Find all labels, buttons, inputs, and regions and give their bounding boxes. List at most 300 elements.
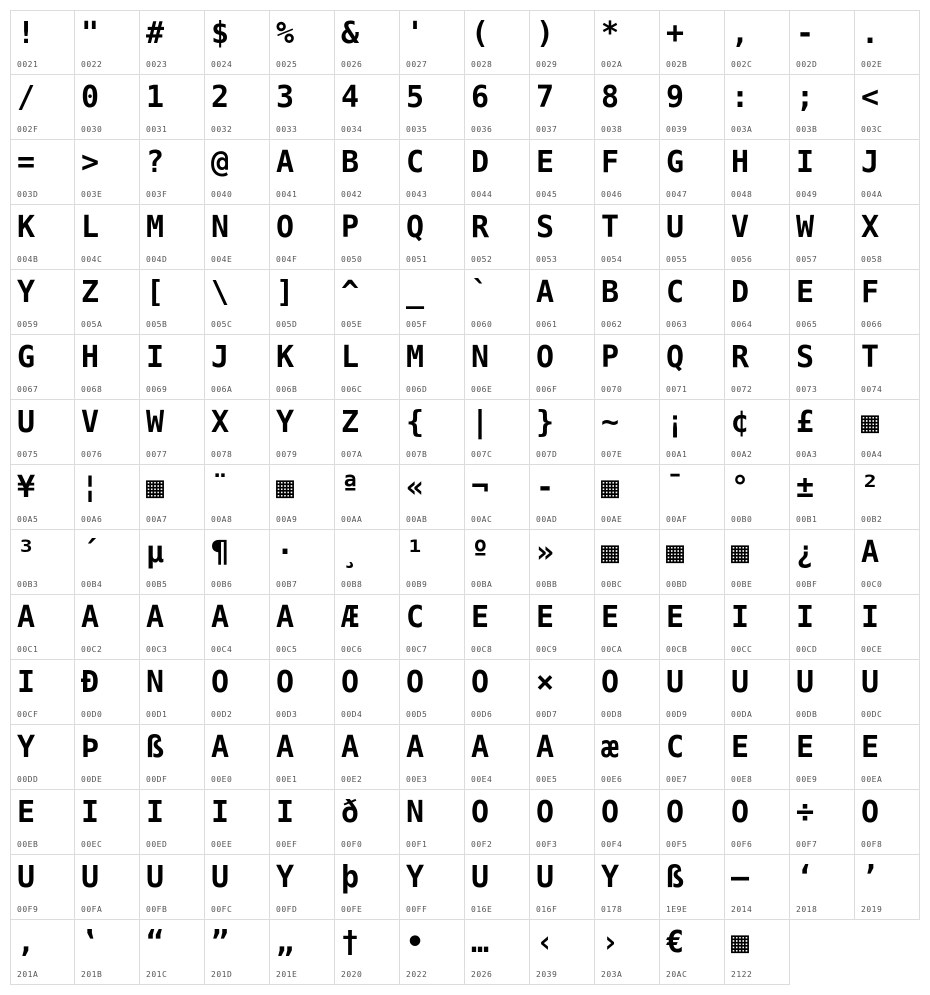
glyph-sample: U <box>211 860 230 895</box>
glyph-cell <box>335 595 400 660</box>
glyph-sample: S <box>536 210 555 245</box>
glyph-code-label: 0057 <box>796 255 818 264</box>
glyph-sample: ª <box>341 470 360 505</box>
glyph-code-label: 006D <box>406 385 428 394</box>
glyph-cell <box>595 530 660 595</box>
glyph-cell <box>10 595 75 660</box>
glyph-sample: ´ <box>81 535 100 570</box>
glyph-code-label: 201A <box>17 970 39 979</box>
glyph-sample: Y <box>276 860 295 895</box>
glyph-cell <box>660 140 725 205</box>
glyph-cell <box>400 855 465 920</box>
glyph-code-label: 0036 <box>471 125 493 134</box>
glyph-sample: 0 <box>81 80 100 115</box>
glyph-code-label: 0055 <box>666 255 688 264</box>
glyph-sample: E <box>536 600 555 635</box>
glyph-code-label: 00C6 <box>341 645 363 654</box>
glyph-code-label: 00E8 <box>731 775 753 784</box>
glyph-code-label: 005E <box>341 320 363 329</box>
glyph-cell <box>660 855 725 920</box>
glyph-code-label: 00A8 <box>211 515 233 524</box>
glyph-cell <box>10 140 75 205</box>
glyph-cell <box>725 920 790 985</box>
glyph-code-label: 00AB <box>406 515 428 524</box>
glyph-code-label: 00F1 <box>406 840 428 849</box>
glyph-code-label: 0050 <box>341 255 363 264</box>
glyph-code-label: 0073 <box>796 385 818 394</box>
glyph-code-label: 0030 <box>81 125 103 134</box>
glyph-cell <box>205 725 270 790</box>
glyph-cell <box>465 205 530 270</box>
glyph-cell <box>660 530 725 595</box>
glyph-code-label: 00BF <box>796 580 818 589</box>
glyph-sample: W <box>796 210 815 245</box>
glyph-cell <box>140 465 205 530</box>
glyph-cell <box>725 205 790 270</box>
glyph-sample: A <box>276 145 295 180</box>
glyph-cell <box>855 855 920 920</box>
glyph-cell <box>140 790 205 855</box>
glyph-code-label: 00DC <box>861 710 883 719</box>
glyph-sample: D <box>471 145 490 180</box>
glyph-code-label: 00EB <box>17 840 39 849</box>
glyph-cell <box>270 400 335 465</box>
glyph-cell <box>335 530 400 595</box>
glyph-cell <box>530 10 595 75</box>
glyph-code-label: 0028 <box>471 60 493 69</box>
glyph-code-label: 0077 <box>146 450 168 459</box>
glyph-cell <box>465 465 530 530</box>
glyph-cell <box>270 270 335 335</box>
glyph-code-label: 00A9 <box>276 515 298 524</box>
glyph-code-label: 0066 <box>861 320 883 329</box>
glyph-cell <box>205 400 270 465</box>
glyph-grid <box>10 10 920 985</box>
glyph-code-label: 0061 <box>536 320 558 329</box>
glyph-cell <box>75 465 140 530</box>
glyph-cell <box>75 660 140 725</box>
glyph-cell <box>595 400 660 465</box>
glyph-sample: 3 <box>276 80 295 115</box>
glyph-sample: O <box>536 795 555 830</box>
glyph-sample: 2 <box>211 80 230 115</box>
glyph-code-label: 007D <box>536 450 558 459</box>
glyph-cell <box>205 790 270 855</box>
glyph-cell <box>335 725 400 790</box>
glyph-code-label: 0048 <box>731 190 753 199</box>
glyph-sample: € <box>666 925 685 960</box>
glyph-sample: ( <box>471 16 490 51</box>
glyph-code-label: 00BA <box>471 580 493 589</box>
glyph-cell <box>855 725 920 790</box>
glyph-sample: K <box>17 210 36 245</box>
glyph-sample: P <box>601 340 620 375</box>
glyph-code-label: 0074 <box>861 385 883 394</box>
glyph-code-label: 007B <box>406 450 428 459</box>
glyph-cell <box>335 400 400 465</box>
glyph-code-label: 0063 <box>666 320 688 329</box>
glyph-code-label: 0178 <box>601 905 623 914</box>
glyph-sample: Z <box>341 405 360 440</box>
glyph-code-label: 00D8 <box>601 710 623 719</box>
glyph-sample: O <box>406 665 425 700</box>
glyph-sample: ” <box>211 925 230 960</box>
glyph-sample: U <box>17 405 36 440</box>
glyph-cell <box>725 140 790 205</box>
glyph-sample: C <box>666 730 685 765</box>
glyph-sample: 6 <box>471 80 490 115</box>
glyph-cell <box>790 400 855 465</box>
glyph-sample: , <box>731 16 750 51</box>
glyph-code-label: 00C3 <box>146 645 168 654</box>
glyph-sample: 9 <box>666 80 685 115</box>
glyph-code-label: 006F <box>536 385 558 394</box>
glyph-cell <box>270 855 335 920</box>
glyph-cell <box>595 75 660 140</box>
glyph-code-label: 00E4 <box>471 775 493 784</box>
glyph-cell <box>660 75 725 140</box>
glyph-code-label: 0065 <box>796 320 818 329</box>
glyph-sample: O <box>471 795 490 830</box>
glyph-sample: « <box>406 470 425 505</box>
glyph-code-label: 00AC <box>471 515 493 524</box>
glyph-sample: O <box>276 210 295 245</box>
glyph-cell <box>75 530 140 595</box>
glyph-cell <box>725 790 790 855</box>
glyph-cell <box>75 725 140 790</box>
glyph-code-label: 00D2 <box>211 710 233 719</box>
glyph-code-label: 00B5 <box>146 580 168 589</box>
glyph-cell <box>530 140 595 205</box>
glyph-code-label: 00CE <box>861 645 883 654</box>
glyph-cell <box>660 270 725 335</box>
glyph-sample: æ <box>601 730 620 765</box>
glyph-sample: … <box>471 925 490 960</box>
glyph-cell <box>140 725 205 790</box>
glyph-code-label: 006A <box>211 385 233 394</box>
glyph-code-label: 003C <box>861 125 883 134</box>
glyph-cell <box>725 465 790 530</box>
glyph-sample: ‚ <box>17 925 36 960</box>
glyph-sample: U <box>17 860 36 895</box>
glyph-cell <box>335 790 400 855</box>
glyph-cell <box>790 790 855 855</box>
glyph-cell <box>530 205 595 270</box>
glyph-cell <box>725 335 790 400</box>
glyph-cell <box>790 205 855 270</box>
glyph-code-label: 007A <box>341 450 363 459</box>
glyph-cell <box>855 465 920 530</box>
glyph-code-label: 00DE <box>81 775 103 784</box>
glyph-sample: O <box>276 665 295 700</box>
glyph-sample: H <box>81 340 100 375</box>
glyph-cell <box>10 335 75 400</box>
glyph-code-label: 00E6 <box>601 775 623 784</box>
glyph-code-label: 0047 <box>666 190 688 199</box>
glyph-sample: N <box>146 665 165 700</box>
glyph-sample: A <box>406 730 425 765</box>
glyph-code-label: 00DA <box>731 710 753 719</box>
glyph-code-label: 002E <box>861 60 883 69</box>
glyph-code-label: 0022 <box>81 60 103 69</box>
glyph-cell <box>530 920 595 985</box>
glyph-code-label: 2039 <box>536 970 558 979</box>
glyph-sample: Z <box>81 275 100 310</box>
glyph-code-label: 0026 <box>341 60 363 69</box>
glyph-cell <box>530 530 595 595</box>
glyph-code-label: 00A1 <box>666 450 688 459</box>
glyph-sample: L <box>341 340 360 375</box>
glyph-code-label: 00CA <box>601 645 623 654</box>
glyph-code-label: 00FA <box>81 905 103 914</box>
glyph-sample: A <box>341 730 360 765</box>
glyph-sample: W <box>146 405 165 440</box>
glyph-code-label: 00F5 <box>666 840 688 849</box>
glyph-cell <box>270 660 335 725</box>
glyph-code-label: 00D6 <box>471 710 493 719</box>
glyph-sample: } <box>536 405 555 440</box>
glyph-cell <box>855 790 920 855</box>
glyph-cell <box>465 790 530 855</box>
glyph-sample: • <box>406 925 425 960</box>
glyph-sample: O <box>211 665 230 700</box>
glyph-cell <box>205 855 270 920</box>
glyph-cell <box>335 205 400 270</box>
glyph-cell <box>75 855 140 920</box>
glyph-code-label: 00AF <box>666 515 688 524</box>
glyph-cell <box>400 140 465 205</box>
glyph-code-label: 00CC <box>731 645 753 654</box>
glyph-cell <box>10 790 75 855</box>
glyph-code-label: 016E <box>471 905 493 914</box>
glyph-sample: E <box>17 795 36 830</box>
glyph-code-label: 0064 <box>731 320 753 329</box>
glyph-code-label: 006C <box>341 385 363 394</box>
glyph-cell <box>140 530 205 595</box>
glyph-sample: U <box>666 665 685 700</box>
glyph-cell <box>660 335 725 400</box>
glyph-cell <box>660 205 725 270</box>
glyph-cell <box>335 855 400 920</box>
glyph-code-label: 00B9 <box>406 580 428 589</box>
glyph-sample: N <box>471 340 490 375</box>
glyph-sample: ‛ <box>81 925 100 960</box>
glyph-code-label: 006B <box>276 385 298 394</box>
glyph-cell <box>595 595 660 660</box>
glyph-sample: X <box>211 405 230 440</box>
glyph-sample: N <box>406 795 425 830</box>
glyph-code-label: 00E7 <box>666 775 688 784</box>
glyph-code-label: 2022 <box>406 970 428 979</box>
glyph-code-label: 005C <box>211 320 233 329</box>
glyph-sample: I <box>146 795 165 830</box>
glyph-code-label: 016F <box>536 905 558 914</box>
glyph-sample: T <box>861 340 880 375</box>
glyph-sample: # <box>146 16 165 51</box>
glyph-cell <box>10 855 75 920</box>
glyph-code-label: 005F <box>406 320 428 329</box>
glyph-code-label: 00EF <box>276 840 298 849</box>
glyph-code-label: 004E <box>211 255 233 264</box>
glyph-cell <box>855 10 920 75</box>
glyph-code-label: 0021 <box>17 60 39 69</box>
glyph-cell <box>75 205 140 270</box>
glyph-cell <box>790 660 855 725</box>
glyph-cell <box>660 400 725 465</box>
glyph-cell <box>205 465 270 530</box>
glyph-cell <box>335 660 400 725</box>
glyph-cell <box>400 790 465 855</box>
glyph-cell <box>660 595 725 660</box>
glyph-sample: O <box>601 795 620 830</box>
glyph-cell <box>140 10 205 75</box>
glyph-sample: O <box>536 340 555 375</box>
glyph-sample: ° <box>731 470 750 505</box>
glyph-cell <box>10 205 75 270</box>
glyph-code-label: 0068 <box>81 385 103 394</box>
glyph-sample: V <box>81 405 100 440</box>
glyph-sample: V <box>731 210 750 245</box>
glyph-sample: E <box>731 730 750 765</box>
glyph-sample: ! <box>17 16 36 51</box>
glyph-code-label: 00B7 <box>276 580 298 589</box>
glyph-code-label: 003B <box>796 125 818 134</box>
glyph-sample: Þ <box>81 730 100 765</box>
glyph-code-label: 00EE <box>211 840 233 849</box>
glyph-sample: ¹ <box>406 535 425 570</box>
glyph-code-label: 0062 <box>601 320 623 329</box>
glyph-code-label: 0041 <box>276 190 298 199</box>
glyph-cell <box>205 530 270 595</box>
glyph-cell <box>530 660 595 725</box>
glyph-sample: 5 <box>406 80 425 115</box>
glyph-cell <box>335 75 400 140</box>
glyph-cell <box>530 595 595 660</box>
glyph-sample: U <box>666 210 685 245</box>
glyph-code-label: 00F0 <box>341 840 363 849</box>
glyph-sample: B <box>601 275 620 310</box>
glyph-sample: _ <box>406 275 425 310</box>
glyph-sample: † <box>341 925 360 960</box>
glyph-sample: Q <box>666 340 685 375</box>
glyph-cell <box>400 400 465 465</box>
glyph-sample: O <box>731 795 750 830</box>
glyph-code-label: 007C <box>471 450 493 459</box>
glyph-cell <box>75 920 140 985</box>
glyph-sample: G <box>666 145 685 180</box>
glyph-code-label: 00E1 <box>276 775 298 784</box>
glyph-cell <box>595 270 660 335</box>
glyph-sample: Y <box>17 730 36 765</box>
glyph-cell <box>400 660 465 725</box>
glyph-code-label: 0069 <box>146 385 168 394</box>
glyph-sample: | <box>471 405 490 440</box>
glyph-cell <box>75 400 140 465</box>
glyph-cell <box>270 10 335 75</box>
glyph-code-label: 00DB <box>796 710 818 719</box>
glyph-sample: ² <box>861 470 880 505</box>
glyph-code-label: 0024 <box>211 60 233 69</box>
glyph-sample: 7 <box>536 80 555 115</box>
glyph-cell <box>790 465 855 530</box>
glyph-code-label: 00C5 <box>276 645 298 654</box>
glyph-sample: 8 <box>601 80 620 115</box>
glyph-code-label: 00B0 <box>731 515 753 524</box>
glyph-cell <box>335 140 400 205</box>
glyph-code-label: 005B <box>146 320 168 329</box>
glyph-cell <box>530 465 595 530</box>
glyph-cell <box>270 140 335 205</box>
glyph-cell <box>595 920 660 985</box>
glyph-code-label: 003D <box>17 190 39 199</box>
glyph-sample: ¡ <box>666 405 685 440</box>
glyph-code-label: 00A2 <box>731 450 753 459</box>
glyph-code-label: 00C2 <box>81 645 103 654</box>
glyph-cell <box>465 920 530 985</box>
glyph-sample: ▦ <box>276 470 295 505</box>
glyph-sample: E <box>601 600 620 635</box>
glyph-code-label: 00B1 <box>796 515 818 524</box>
glyph-cell <box>205 660 270 725</box>
glyph-code-label: 2014 <box>731 905 753 914</box>
glyph-sample: ¦ <box>81 470 100 505</box>
glyph-cell <box>725 270 790 335</box>
glyph-cell <box>530 725 595 790</box>
glyph-code-label: 00CB <box>666 645 688 654</box>
glyph-cell <box>205 75 270 140</box>
glyph-code-label: 00F6 <box>731 840 753 849</box>
glyph-cell <box>10 920 75 985</box>
glyph-sample: \ <box>211 275 230 310</box>
glyph-code-label: 00E0 <box>211 775 233 784</box>
glyph-sample: G <box>17 340 36 375</box>
glyph-cell <box>140 75 205 140</box>
glyph-sample: I <box>211 795 230 830</box>
glyph-code-label: 00D1 <box>146 710 168 719</box>
glyph-cell <box>530 270 595 335</box>
glyph-code-label: 00CD <box>796 645 818 654</box>
glyph-cell <box>270 595 335 660</box>
glyph-sample: Y <box>276 405 295 440</box>
glyph-sample: E <box>796 730 815 765</box>
glyph-sample: ± <box>796 470 815 505</box>
glyph-sample: < <box>861 80 880 115</box>
glyph-code-label: 003A <box>731 125 753 134</box>
glyph-cell <box>75 335 140 400</box>
glyph-code-label: 0072 <box>731 385 753 394</box>
glyph-sample: E <box>861 730 880 765</box>
glyph-sample: ’ <box>861 860 880 895</box>
glyph-cell <box>140 855 205 920</box>
glyph-sample: $ <box>211 16 230 51</box>
glyph-cell <box>530 790 595 855</box>
glyph-code-label: 0042 <box>341 190 363 199</box>
glyph-code-label: 00BD <box>666 580 688 589</box>
glyph-sample: U <box>471 860 490 895</box>
glyph-code-label: 00E9 <box>796 775 818 784</box>
glyph-code-label: 004F <box>276 255 298 264</box>
glyph-sample: T <box>601 210 620 245</box>
glyph-cell <box>400 465 465 530</box>
glyph-sample: » <box>536 535 555 570</box>
glyph-code-label: 2122 <box>731 970 753 979</box>
glyph-cell <box>595 205 660 270</box>
glyph-cell <box>660 10 725 75</box>
glyph-cell <box>205 920 270 985</box>
glyph-code-label: 00DD <box>17 775 39 784</box>
glyph-sample: ‘ <box>796 860 815 895</box>
glyph-code-label: 203A <box>601 970 623 979</box>
